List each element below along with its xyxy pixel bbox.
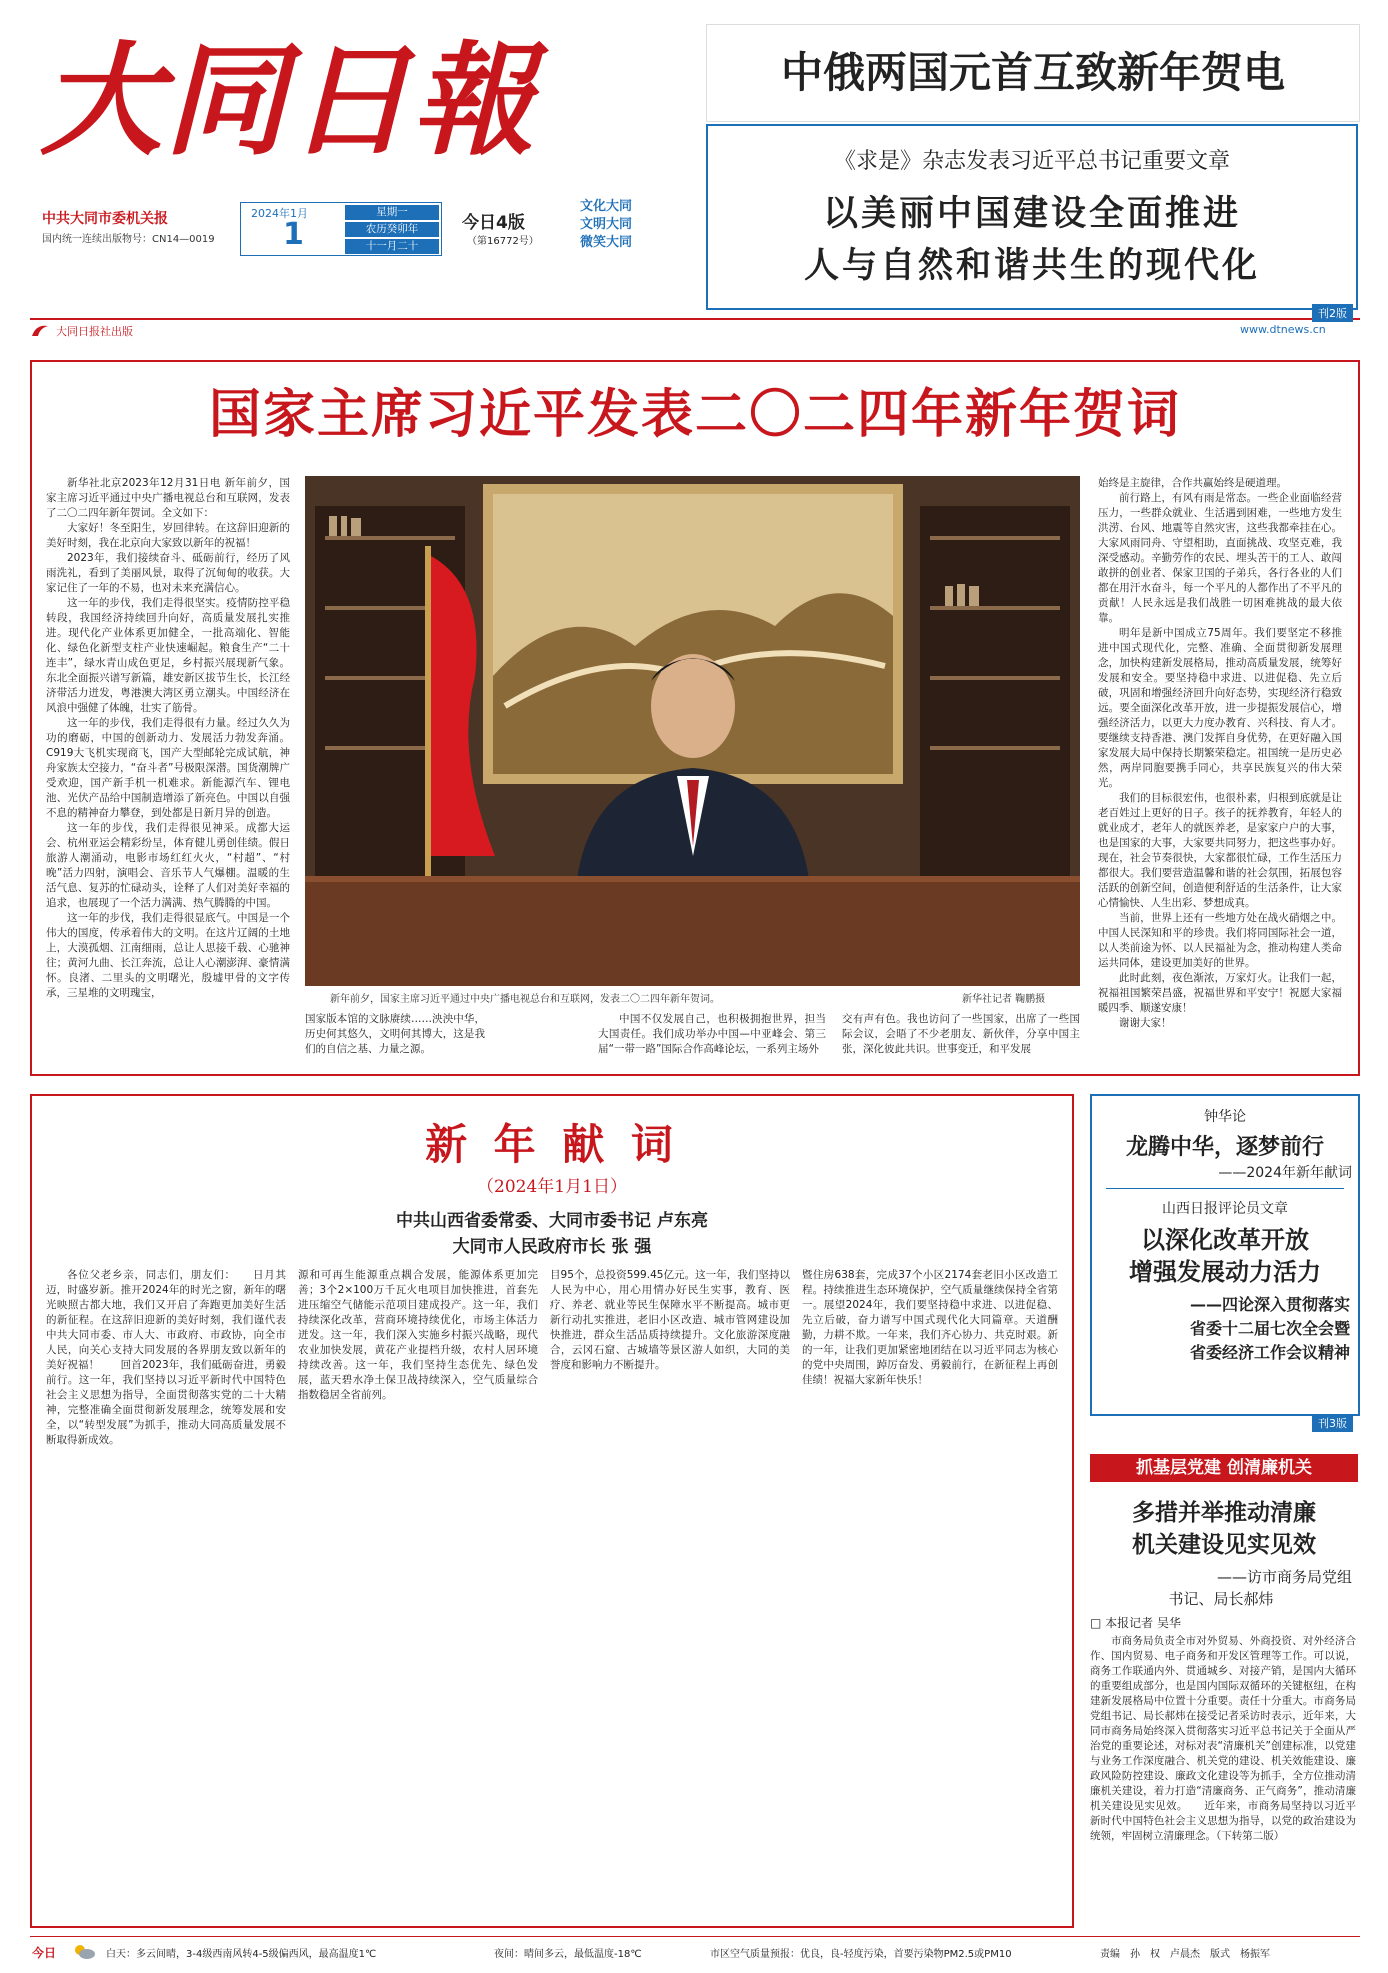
sidebar-title-2a[interactable]: 以深化改革开放 <box>1141 1226 1309 1254</box>
top-right-news <box>706 24 1358 318</box>
weather-day: 白天：多云间晴，3-4级西南风转4-5级偏西风，最高温度1℃ <box>106 1949 377 1960</box>
sidebar-byline: □ 本报记者 吴华 <box>1090 1616 1181 1630</box>
publisher-name: 大同日报社出版 <box>56 325 133 338</box>
date-lunar-day: 十一月二十 <box>345 239 439 254</box>
date-lunar-year: 农历癸卯年 <box>345 222 439 237</box>
footer-rule <box>30 1936 1360 1937</box>
slogan: 文明大同 <box>580 217 633 232</box>
paragraph: 此时此刻，夜色渐浓，万家灯火。让我们一起，祝福祖国繁荣昌盛，祝福世界和平安宁！祝愿大家福暖四季、顺遂安康！ <box>1098 972 1342 1014</box>
paragraph: 各位父老乡亲，同志们，朋友们： 日月其迈，时盛岁新。推开2024年的时光之窗，新年的曙光映照古都大地，我们又开启了奔跑更加美好生活的新征程。在这辞旧迎新的美好时刻，我们谨代表中共大同市委、市人大、市政府、市政协，向全市人民，向关心支持大同发展的各界朋友致以新年的美好祝福！ 回首2023年，我们砥砺奋进，勇毅前行。这一年，我们坚持以习近平新时代中国特色社会主义思想为指导，全面贯彻落实党的二十大精神，完整准确全面贯彻新发展理念，统筹发展和安全，以“转型发展”为抓手，推动大同高质量发展不断取得新成效。 <box>46 1269 286 1446</box>
sidebar-sub-2a: ——四论深入贯彻落实 <box>1189 1295 1350 1314</box>
date-day: 1 <box>283 217 304 252</box>
top-headline[interactable]: 中俄两国元首互致新年贺电 <box>706 24 1360 122</box>
paragraph: 新华社北京2023年12月31日电 新年前夕，国家主席习近平通过中央广播电视总台和互联网，发表了二〇二四年新年贺词。全文如下： <box>46 477 290 519</box>
main-col-2 <box>305 1012 485 1068</box>
main-col-5 <box>1098 476 1342 1062</box>
editorial-col-2 <box>298 1268 538 1918</box>
photo-illustration <box>305 476 1080 986</box>
qiushi-title-2[interactable]: 人与自然和谐共生的现代化 <box>803 246 1260 286</box>
date-box <box>240 202 442 256</box>
air-quality: 市区空气质量预报：优良，良-轻度污染，首要污染物PM2.5或PM10 <box>710 1949 1012 1960</box>
footer-label: 今日 <box>32 1946 57 1960</box>
masthead-org: 中共大同市委机关报 <box>42 211 168 227</box>
paragraph: 我们的目标很宏伟，也很朴素，归根到底就是让老百姓过上更好的日子。孩子的抚养教育，年轻人的就业成才，老年人的就医养老，是家家户户的大事，也是国家的大事，大家要共同努力，把这些事办好。现在，社会节奏很快，大家都很忙碌，工作生活压力都很大。我们要营造温馨和谐的社会氛围，拓展包容活跃的创新空间，创造便利舒适的生活条件，让大家心情愉快、人生出彩、梦想成真。 <box>1098 792 1342 909</box>
editorial-author-2: 大同市人民政府市长 张 强 <box>452 1237 652 1257</box>
main-headline[interactable]: 国家主席习近平发表二〇二四年新年贺词 <box>208 385 1181 445</box>
paragraph: 这一年的步伐，我们走得很有力量。经过久久为功的磨砺，中国的创新动力、发展活力勃发奔涌。C919大飞机实现商飞，国产大型邮轮完成试航，神舟家族太空接力，“奋斗者”号极限深潜。国货潮牌广受欢迎，国产新手机一机难求。新能源汽车、锂电池、光伏产品给中国制造增添了新亮色。中国以自强不息的精神奋力攀登，到处都是日新月异的创造。 <box>46 717 290 819</box>
sidebar-title-3a[interactable]: 多措并举推动清廉 <box>1132 1500 1316 1526</box>
paragraph: 始终是主旋律，合作共赢始终是硬道理。 <box>1098 477 1287 489</box>
qiushi-kicker: 《求是》杂志发表习近平总书记重要文章 <box>833 149 1230 174</box>
sidebar-sub-2c: 省委经济工作会议精神 <box>1189 1343 1350 1362</box>
paragraph: 2023年，我们接续奋斗、砥砺前行，经历了风雨洗礼，看到了美丽风景，取得了沉甸甸的收获。大家记住了一年的不易，也对未来充满信心。 <box>46 552 290 594</box>
publisher-logo-icon <box>30 322 50 338</box>
editorial-date: （2024年1月1日） <box>477 1177 627 1197</box>
sidebar-sub-3b: 书记、局长郝炜 <box>1168 1590 1274 1608</box>
editor-credits: 责编 孙 权 卢晨杰 版式 杨振军 <box>1100 1949 1270 1960</box>
page-count: 今日4版 <box>462 213 525 233</box>
main-col-4 <box>842 1012 1080 1068</box>
sidebar-label-2: 山西日报评论员文章 <box>1162 1201 1288 1217</box>
paragraph: 中国不仅发展自己，也积极拥抱世界，担当大国责任。我们成功举办中国—中亚峰会、第三届“一带一路”国际合作高峰论坛，一系列主场外 <box>598 1013 826 1055</box>
sidebar-title-1[interactable]: 龙腾中华，逐梦前行 <box>1125 1135 1324 1160</box>
paragraph: 这一年的步伐，我们走得很见神采。成都大运会、杭州亚运会精彩纷呈，体育健儿勇创佳绩。假日旅游人潮涌动，电影市场红红火火，“村超”、“村晚”活力四射，演唱会、音乐节人气爆棚。温暖的生活气息、复苏的忙碌动头，诠释了人们对美好幸福的追求，也展现了一个活力满满、热气腾腾的中国。 <box>46 822 290 909</box>
slogan: 文化大同 <box>580 199 633 214</box>
sidebar-comment-box <box>1090 1094 1360 1416</box>
masthead-logo: 大同日報 <box>40 28 536 172</box>
page-ref-2[interactable]: 刊2版 <box>1312 304 1353 322</box>
paragraph: 源和可再生能源重点耦合发展，能源体系更加完善；3个2×100万千瓦火电项目加快推进，首套先进压缩空气储能示范项目建成投产。这一年，我们持续深化改革，营商环境持续优化，市场主体活力迸发。这一年，我们深入实施乡村振兴战略，现代农业加快发展，黄花产业提档升级，农村人居环境持续改善。这一年，我们坚持生态优先、绿色发展，蓝天碧水净土保卫战持续深入，空气质量综合指数稳居全省前列。 <box>298 1269 538 1401</box>
issue-number: （第16772号） <box>467 236 539 247</box>
paragraph: 目95个，总投资599.45亿元。这一年，我们坚持以人民为中心，用心用情办好民生实事，教育、医疗、养老、就业等民生保障水平不断提高。城市更新行动扎实推进，老旧小区改造、城市管网建设加快推进，群众生活品质持续提升。文化旅游深度融合，云冈石窟、古城墙等景区游人如织，大同的美誉度和影响力不断提升。 <box>550 1269 790 1371</box>
qiushi-box <box>706 124 1358 310</box>
paragraph: 大家好！冬至阳生，岁回律转。在这辞旧迎新的美好时刻，我在北京向大家致以新年的祝福！ <box>46 522 290 549</box>
paragraph: 这一年的步伐，我们走得很显底气。中国是一个伟大的国度，传承着伟大的文明。在这片辽阔的土地上，大漠孤烟、江南细雨，总让人思接千载、心驰神往；黄河九曲、长江奔流，总让人心潮澎湃、豪情满怀。良渚、二里头的文明曙光，殷墟甲骨的文字传承，三星堆的文明瑰宝， <box>46 912 290 999</box>
slogan-block <box>580 198 632 252</box>
paragraph: 谢谢大家！ <box>1119 1017 1172 1029</box>
weather-icon <box>72 1942 96 1960</box>
paragraph: 国家版本馆的文脉赓续……泱泱中华，历史何其悠久，文明何其博大，这是我们的自信之基、力量之源。 <box>305 1013 485 1055</box>
sidebar-sub-3a: ——访市商务局党组 <box>1216 1568 1352 1586</box>
sidebar-title-2b[interactable]: 增强发展动力活力 <box>1129 1258 1321 1286</box>
main-col-1 <box>46 476 290 1062</box>
sidebar-title-3b[interactable]: 机关建设见实见效 <box>1132 1532 1316 1558</box>
page-ref-3[interactable]: 刊3版 <box>1312 1414 1353 1432</box>
paragraph: 暨住房638套，完成37个小区2174套老旧小区改造工程。持续推进生态环境保护，空气质量继续保持全省第一。展望2024年，我们要坚持稳中求进、以进促稳、先立后破，奋力谱写中国式现代化大同篇章。天道酬勤，力耕不欺。一年来，我们齐心协力、共克时艰。新的一年，让我们更加紧密地团结在以习近平同志为核心的党中央周围，踔厉奋发、勇毅前行，在新征程上再创佳绩！祝福大家新年快乐！ <box>802 1269 1058 1386</box>
sidebar-divider <box>1106 1188 1344 1189</box>
slogan: 微笑大同 <box>580 235 633 250</box>
date-weekday: 星期一 <box>345 205 439 220</box>
website[interactable]: www.dtnews.cn <box>1240 323 1326 336</box>
main-photo <box>305 476 1080 986</box>
sidebar-sub-2b: 省委十二届七次全会暨 <box>1189 1319 1350 1338</box>
sidebar-sub-1: ——2024年新年献词 <box>1218 1165 1352 1181</box>
editorial-author-1: 中共山西省委常委、大同市委书记 卢东亮 <box>396 1211 708 1231</box>
paragraph: 当前，世界上还有一些地方处在战火硝烟之中。中国人民深知和平的珍贵。我们将同国际社会一道，以人类前途为怀、以人民福祉为念，推动构建人类命运共同体，建设更加美好的世界。 <box>1098 912 1342 969</box>
masthead-cn-number: 国内统一连续出版物号：CN14—0019 <box>42 234 215 245</box>
qiushi-title-1[interactable]: 以美丽中国建设全面推进 <box>822 194 1241 234</box>
sidebar-banner: 抓基层党建 创清廉机关 <box>1090 1454 1358 1482</box>
paragraph: 这一年的步伐，我们走得很坚实。疫情防控平稳转段，我国经济持续回升向好，高质量发展扎实推进。现代化产业体系更加健全，一批高端化、智能化、绿色化新型支柱产业快速崛起。粮食生产“二十连丰”，绿水青山成色更足，乡村振兴展现新气象。东北全面振兴谱写新篇，雄安新区拔节生长，长江经济带活力迸发，粤港澳大湾区勇立潮头。中国经济在风浪中强健了体魄，壮实了筋骨。 <box>46 597 290 714</box>
masthead-rule <box>30 318 1360 320</box>
paragraph: 明年是新中国成立75周年。我们要坚定不移推进中国式现代化，完整、准确、全面贯彻新发展理念，加快构建新发展格局，推动高质量发展，统筹好发展和安全。要坚持稳中求进、以进促稳、先立后破，巩固和增强经济回升向好态势，实现经济行稳致远。要全面深化改革开放，进一步提振发展信心，增强经济活力，以更大力度办教育、兴科技、育人才。要继续支持香港、澳门发挥自身优势，在更好融入国家发展大局中保持长期繁荣稳定。祖国统一是历史必然，两岸同胞要携手同心，共享民族复兴的伟大荣光。 <box>1098 627 1342 789</box>
photo-credit: 新华社记者 鞠鹏摄 <box>962 994 1046 1005</box>
paragraph: 市商务局负责全市对外贸易、外商投资、对外经济合作、国内贸易、电子商务和开发区管理等工作。可以说，商务工作联通内外、贯通城乡、对接产销，是国内大循环的重要组成部分，也是国内国际双循环的关键枢纽，在构建新发展格局中位置十分重要。责任十分重大。市商务局党组书记、局长郝炜在接受记者采访时表示，近年来，大同市商务局始终深入贯彻落实习近平总书记关于全面从严治党的重要论述，对标对表“清廉机关”创建标准，以党建与业务工作深度融合、机关党的建设、机关效能建设、廉政风险防控建设、廉政文化建设等为抓手，全方位推动清廉机关建设，着力打造“清廉商务、正气商务”，推动清廉机关建设见实见效。 近年来，市商务局坚持以习近平新时代中国特色社会主义思想为指导，以党的政治建设为统领，牢固树立清廉理念。（下转第二版） <box>1090 1635 1356 1842</box>
sidebar-label-1: 钟华论 <box>1204 1109 1246 1125</box>
date-month: 2024年1月 <box>251 207 308 220</box>
paragraph: 前行路上，有风有雨是常态。一些企业面临经营压力，一些群众就业、生活遇到困难，一些地方发生洪涝、台风、地震等自然灾害，这些我都牵挂在心。大家风雨同舟、守望相助，直面挑战、攻坚克难，我深受感动。辛勤劳作的农民、埋头苦干的工人、敢闯敢拼的创业者、保家卫国的子弟兵，各行各业的人们都在用汗水奋斗，每一个平凡的人都作出了不平凡的贡献！人民永远是我们战胜一切困难挑战的最大依靠。 <box>1098 492 1342 624</box>
editorial-col-1 <box>46 1268 286 1918</box>
editorial-col-4 <box>802 1268 1058 1918</box>
editorial-title[interactable]: 新 年 献 词 <box>425 1120 679 1169</box>
photo-caption: 新年前夕，国家主席习近平通过中央广播电视总台和互联网，发表二〇二四年新年贺词。 <box>330 994 720 1005</box>
paragraph: 交有声有色。我也访问了一些国家，出席了一些国际会议，会晤了不少老朋友、新伙伴，分享中国主张，深化彼此共识。世事变迁，和平发展 <box>842 1013 1080 1055</box>
main-col-3 <box>598 1012 826 1068</box>
weather-night: 夜间：晴间多云，最低温度-18℃ <box>494 1949 642 1960</box>
sidebar-body <box>1090 1634 1356 1926</box>
editorial-col-3 <box>550 1268 790 1918</box>
